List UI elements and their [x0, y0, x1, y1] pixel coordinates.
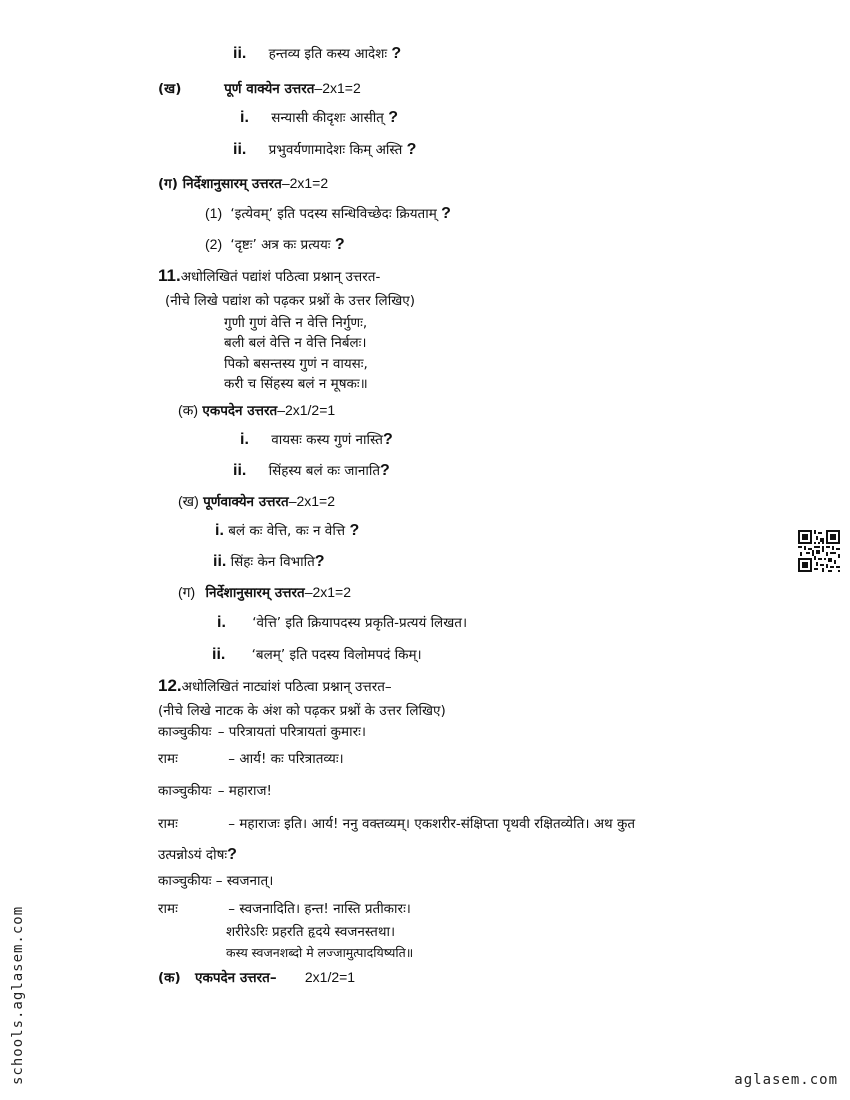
- question-line: i. वायसः कस्य गुणं नास्ति?: [240, 431, 393, 448]
- dialogue-line: काञ्चुकीयः – परित्रायतां परित्रायतां कुमारः।: [158, 724, 366, 740]
- question-line: i. ‘वेत्ति’ इति क्रियापदस्य प्रकृति-प्रत्ययं लिखत।: [217, 614, 468, 631]
- subsection-heading: (ग) निर्देशानुसारम् उत्तरत–2x1=2: [178, 584, 352, 601]
- question-line: ii. हन्तव्य इति कस्य आदेशः ?: [233, 45, 402, 62]
- verse-line: करी च सिंहस्य बलं न मूषकः॥: [224, 376, 368, 392]
- subsection-heading: (क) एकपदेन उत्तरत– 2x1/2=1: [158, 969, 356, 986]
- question-line: ii. सिंहः केन विभाति?: [213, 553, 325, 570]
- verse-line: बली बलं वेत्ति न वेत्ति निर्बलः।: [224, 335, 367, 351]
- question-line: i. सन्यासी कीदृशः आसीत् ?: [240, 109, 398, 126]
- question-line: (2) ‘दृष्टः’ अत्र कः प्रत्ययः ?: [205, 236, 345, 253]
- question-line: ii. ‘बलम्’ इति पदस्य विलोमपदं किम्।: [212, 646, 422, 663]
- subsection-heading: (ग) निर्देशानुसारम् उत्तरत–2x1=2: [158, 175, 329, 192]
- qr-code-icon: [798, 530, 840, 572]
- verse-line: कस्य स्वजनशब्दो मे लज्जामुत्पादयिष्यति॥: [226, 945, 414, 960]
- question-heading: 11.अधोलिखितं पद्यांशं पठित्वा प्रश्नान् उत्तरत-: [158, 266, 381, 285]
- side-watermark: schools.aglasem.com: [10, 905, 26, 1085]
- question-line: i. बलं कः वेत्ति, कः न वेत्ति ?: [215, 522, 360, 539]
- subsection-heading: (क) एकपदेन उत्तरत–2x1/2=1: [178, 402, 336, 419]
- verse-line: शरीरेऽरिः प्रहरति हृदये स्वजनस्तथा।: [226, 924, 396, 940]
- question-line: (1) ‘इत्येवम्’ इति पदस्य सन्धिविच्छेदः क्रियताम् ?: [205, 205, 451, 222]
- dialogue-line: रामः – आर्य! कः परित्रातव्यः।: [158, 751, 344, 767]
- instruction-line: (नीचे लिखे नाटक के अंश को पढ़कर प्रश्नों के उत्तर लिखिए): [158, 703, 446, 719]
- question-line: ii. सिंहस्य बलं कः जानाति?: [233, 462, 390, 479]
- subsection-heading: (ख) पूर्णवाक्येन उत्तरत–2x1=2: [178, 493, 336, 510]
- dialogue-line: काञ्चुकीयः – स्वजनात्।: [158, 873, 274, 889]
- dialogue-line: काञ्चुकीयः – महाराज!: [158, 783, 272, 799]
- dialogue-line: रामः – स्वजनादिति। हन्त! नास्ति प्रतीकारः।: [158, 901, 411, 917]
- verse-line: गुणी गुणं वेत्ति न वेत्ति निर्गुणः,: [224, 315, 368, 331]
- dialogue-line: रामः – महाराजः इति। आर्य! ननु वक्तव्यम्। एकशरीर-संक्षिप्ता पृथवी रक्षितव्येति। अथ कुत: [158, 816, 636, 832]
- question-line: ii. प्रभुवर्यणामादेशः किम् अस्ति ?: [233, 141, 417, 158]
- dialogue-line: उत्पन्नोऽयं दोषः?: [158, 846, 237, 863]
- footer-watermark: aglasem.com: [734, 1072, 838, 1088]
- verse-line: पिको बसन्तस्य गुणं न वायसः,: [224, 356, 368, 372]
- subsection-heading: (ख) पूर्ण वाक्येन उत्तरत–2x1=2: [158, 80, 361, 97]
- question-heading: 12.अधोलिखितं नाट्यांशं पठित्वा प्रश्नान् उत्तरत–: [158, 676, 392, 695]
- instruction-line: (नीचे लिखे पद्यांश को पढ़कर प्रश्नों के उत्तर लिखिए): [165, 293, 415, 309]
